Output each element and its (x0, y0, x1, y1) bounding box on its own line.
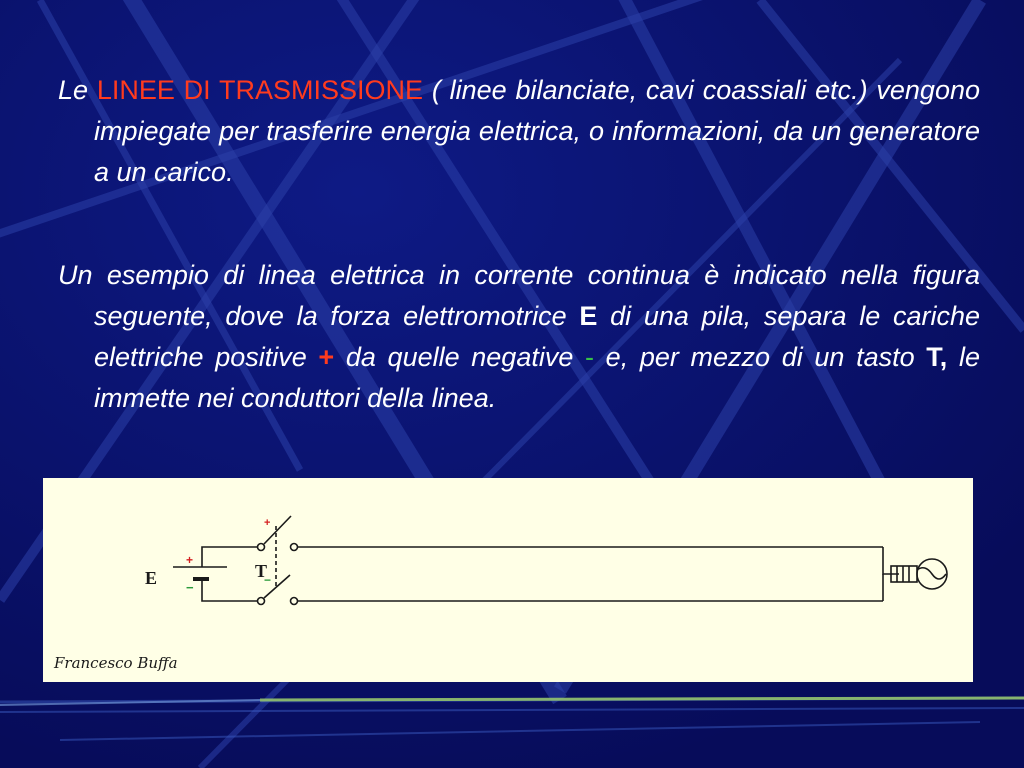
positive-sign: + (318, 342, 335, 372)
circuit-diagram (43, 478, 973, 682)
switch-contact (291, 598, 298, 605)
battery-top-wire (202, 547, 257, 567)
negative-sign: - (585, 342, 595, 372)
switch-minus-sign: − (264, 573, 272, 587)
battery-plus-sign: + (186, 553, 194, 567)
switch-contact (258, 598, 265, 605)
intro-lead-text: Le (58, 75, 97, 105)
intro-rest-text: ( linee bilanciate, cavi coassiali etc.) vengono impiegate per trasferire energia elettrica, o informazioni, da un generatore a un carico. (94, 75, 980, 187)
author-signature: Francesco Buffa (54, 654, 178, 672)
example-text-5: le immette nei conduttori della linea. (94, 342, 980, 413)
example-text-1: Un esempio di linea elettrica in corrente continua è indicato nella figura seguente, dove la forza elettromotrice (58, 260, 980, 331)
example-text-2: di una pila, separa le cariche elettriche positive (94, 301, 980, 372)
intro-paragraph (58, 70, 980, 193)
switch-label: T (255, 561, 268, 581)
switch-plus-sign: + (264, 517, 271, 529)
example-paragraph (58, 255, 980, 419)
battery-minus-sign: − (186, 580, 194, 595)
switch-contact (258, 544, 265, 551)
battery-bottom-wire (202, 579, 257, 601)
emf-symbol: E (579, 301, 598, 331)
example-text-4: e, per mezzo di un tasto (594, 342, 927, 372)
switch-contact (291, 544, 298, 551)
battery-label: E (145, 568, 158, 588)
example-text-3: da quelle negative (334, 342, 586, 372)
transmission-lines-highlight: LINEE DI TRASMISSIONE (96, 75, 424, 105)
switch-symbol: T, (926, 342, 948, 372)
lamp-filament (917, 568, 946, 579)
circuit-figure (43, 478, 973, 682)
